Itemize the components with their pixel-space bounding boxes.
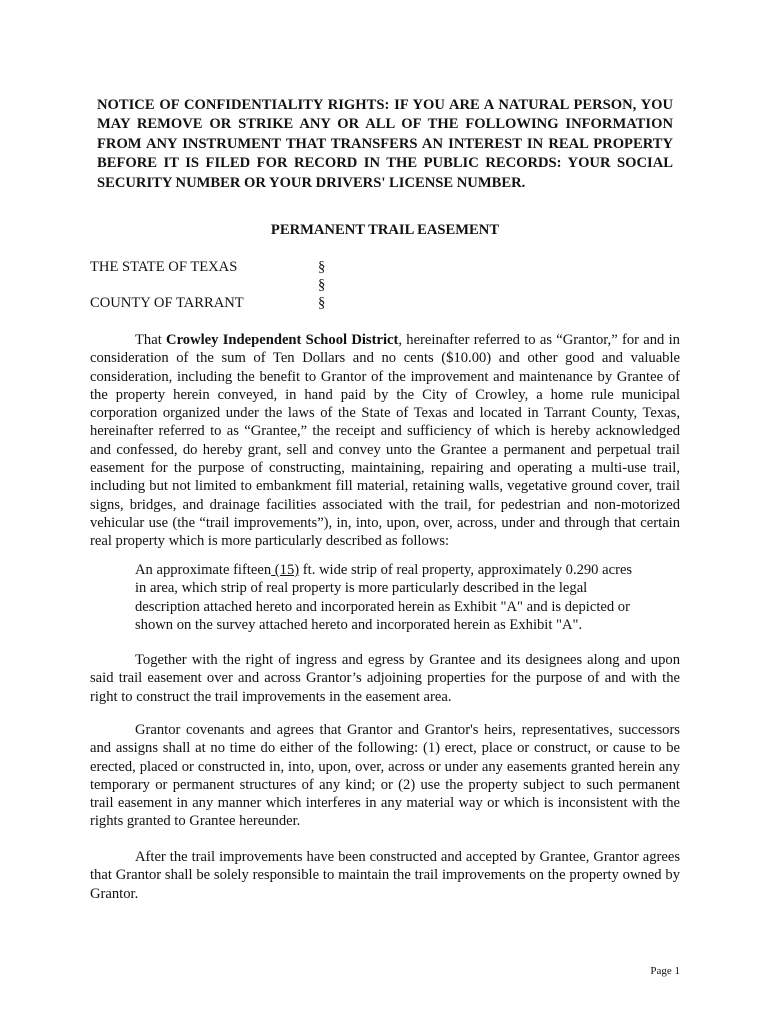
description-body: ft. wide strip of real property, approximately 0.290 acres in area, which strip of real property is more particularly described in the legal description attached hereto and incorporated herein as Exhibit "A" and is depicted or shown on the survey attached hereto and incorporated herein as Exhibit "A". [135, 562, 633, 633]
covenants-paragraph: Grantor covenants and agrees that Grantor and Grantor's heirs, representatives, successors and assigns shall at no time do either of the following: (1) erect, place or construct, or cause to be erected, placed or constructed in, into, upon, over, across or under any easements granted herein any temporary or permanent structures of any kind; or (2) use the property subject to such permanent trail easement in any manner which interferes in any material way or which is inconsistent with the rights granted to Grantee hereunder. [90, 722, 680, 830]
section-mark: § [318, 277, 326, 293]
easement-width: (15) [271, 562, 300, 578]
ingress-egress-paragraph: Together with the right of ingress and egress by Grantee and its designees along and upon said trail easement over and across Grantor’s adjoining properties for the purpose of and with the right to construct the trail improvements in the easement area. [90, 652, 680, 705]
grant-paragraph [90, 331, 680, 551]
section-mark: § [318, 259, 326, 275]
maintenance-paragraph: After the trail improvements have been constructed and accepted by Grantee, Grantor agrees that Grantor shall be solely responsible to maintain the trail improvements on the property owned by Grantor. [90, 849, 680, 902]
confidentiality-notice: NOTICE OF CONFIDENTIALITY RIGHTS: IF YOU ARE A NATURAL PERSON, YOU MAY REMOVE OR STRIKE ANY OR ALL OF THE FOLLOWING INFORMATION FROM ANY INSTRUMENT THAT TRANSFERS AN INTEREST IN REAL PROPERTY BEFORE IT IS FILED FOR RECORD IN THE PUBLIC RECORDS: YOUR SOCIAL SECURITY NUMBER OR YOUR DRIVERS' LICENSE NUMBER. [97, 97, 673, 191]
state-label: THE STATE OF TEXAS [90, 259, 238, 275]
county-label: COUNTY OF TARRANT [90, 295, 244, 311]
page-number: Page 1 [650, 965, 680, 977]
grant-body: , hereinafter referred to as “Grantor,” for and in consideration of the sum of Ten Dollars and no cents ($10.00) and other good and valuable consideration, including the benefit to Grantor of the improvement and maintenance by Grantee of the property herein conveyed, in hand paid by the City of Crowley, a home rule municipal corporation organized under the laws of the State of Texas and located in Tarrant County, Texas, hereinafter referred to as “Grantee,” the receipt and sufficiency of which is hereby acknowledged and confessed, do hereby grant, sell and convey unto the Grantee a permanent and perpetual trail easement for the purpose of constructing, maintaining, repairing and operating a multi-use trail, including but not limited to embankment fill material, retaining walls, vegetative ground cover, trail signs, bridges, and drainage facilities associated with the trail, for pedestrian and non-motorized vehicular use (the “trail improvements”), in, into, upon, over, across, under and through that certain real property which is more particularly described as follows: [90, 332, 680, 550]
grantor-name: Crowley Independent School District [166, 332, 399, 348]
grant-lead: That [135, 332, 167, 348]
document-title: PERMANENT TRAIL EASEMENT [270, 222, 500, 238]
section-mark: § [318, 295, 326, 311]
property-description [135, 561, 635, 634]
description-lead: An approximate fifteen [135, 562, 272, 578]
